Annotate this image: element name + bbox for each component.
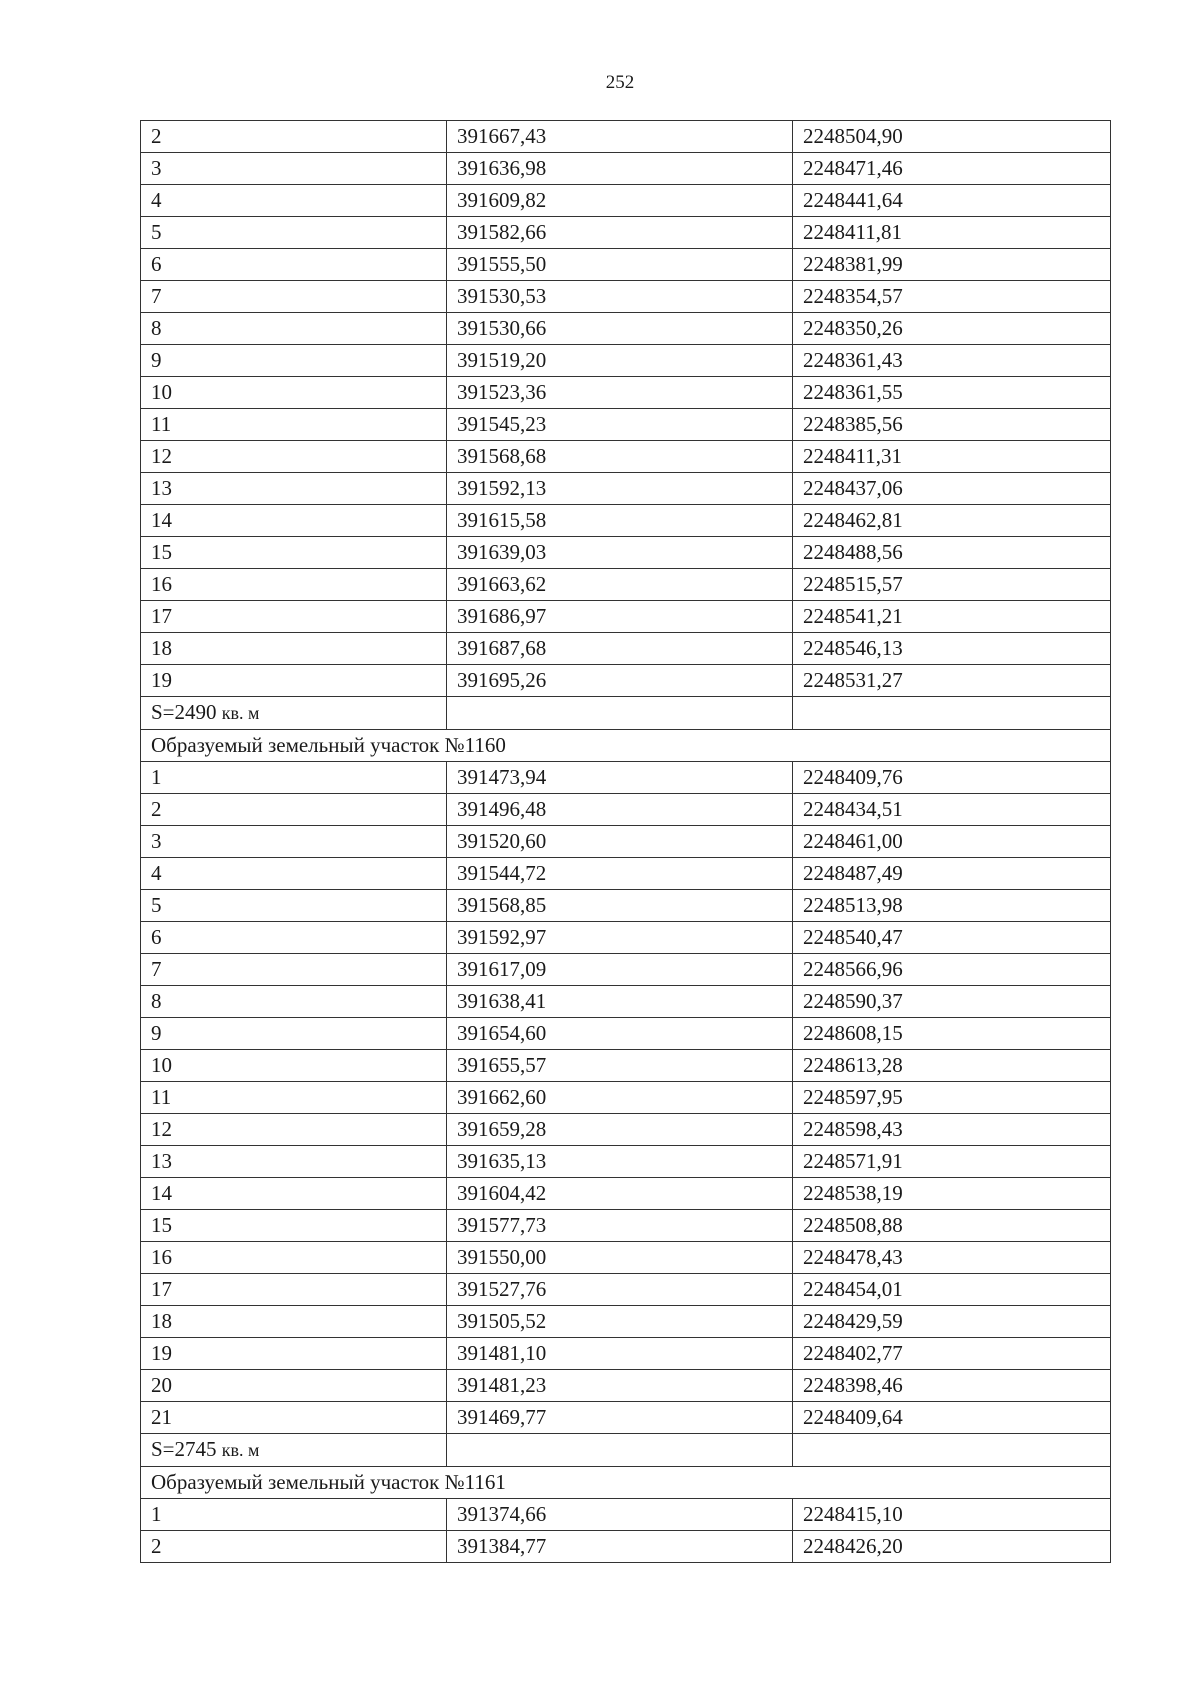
x-coordinate-cell: 391374,66 [447, 1499, 793, 1531]
point-number-cell: 1 [141, 762, 447, 794]
table-row [141, 345, 1111, 377]
table-row [141, 826, 1111, 858]
y-coordinate-cell: 2248361,55 [793, 377, 1111, 409]
table-row [141, 1499, 1111, 1531]
point-number-cell: 2 [141, 1531, 447, 1563]
x-coordinate-cell: 391604,42 [447, 1178, 793, 1210]
point-number-cell: 5 [141, 890, 447, 922]
x-coordinate-cell: 391662,60 [447, 1082, 793, 1114]
x-coordinate-cell: 391568,68 [447, 441, 793, 473]
x-coordinate-cell: 391545,23 [447, 409, 793, 441]
x-coordinate-cell: 391695,26 [447, 665, 793, 697]
x-coordinate-cell: 391617,09 [447, 954, 793, 986]
x-coordinate-cell: 391550,00 [447, 1242, 793, 1274]
y-coordinate-cell: 2248504,90 [793, 121, 1111, 153]
point-number-cell: 13 [141, 473, 447, 505]
x-coordinate-cell: 391639,03 [447, 537, 793, 569]
point-number-cell: 16 [141, 569, 447, 601]
y-coordinate-cell: 2248426,20 [793, 1531, 1111, 1563]
point-number-cell: 11 [141, 409, 447, 441]
table-row [141, 281, 1111, 313]
table-row [141, 153, 1111, 185]
x-coordinate-cell: 391555,50 [447, 249, 793, 281]
point-number-cell: 6 [141, 249, 447, 281]
y-coordinate-cell: 2248461,00 [793, 826, 1111, 858]
table-row [141, 1370, 1111, 1402]
table-row [141, 409, 1111, 441]
y-coordinate-cell: 2248462,81 [793, 505, 1111, 537]
x-coordinate-cell: 391638,41 [447, 986, 793, 1018]
point-number-cell: 8 [141, 986, 447, 1018]
page-number: 252 [605, 72, 635, 93]
x-coordinate-cell: 391686,97 [447, 601, 793, 633]
point-number-cell: 5 [141, 217, 447, 249]
table-row [141, 313, 1111, 345]
y-coordinate-cell: 2248546,13 [793, 633, 1111, 665]
table-row [141, 954, 1111, 986]
y-coordinate-cell: 2248402,77 [793, 1338, 1111, 1370]
area-row [141, 1434, 1111, 1467]
y-coordinate-cell: 2248538,19 [793, 1178, 1111, 1210]
point-number-cell: 11 [141, 1082, 447, 1114]
empty-cell [447, 697, 793, 730]
y-coordinate-cell: 2248488,56 [793, 537, 1111, 569]
table-row [141, 1050, 1111, 1082]
point-number-cell: 7 [141, 954, 447, 986]
section-header-row [141, 730, 1111, 762]
y-coordinate-cell: 2248531,27 [793, 665, 1111, 697]
table-row [141, 1178, 1111, 1210]
x-coordinate-cell: 391659,28 [447, 1114, 793, 1146]
point-number-cell: 9 [141, 1018, 447, 1050]
point-number-cell: 8 [141, 313, 447, 345]
x-coordinate-cell: 391655,57 [447, 1050, 793, 1082]
y-coordinate-cell: 2248608,15 [793, 1018, 1111, 1050]
y-coordinate-cell: 2248411,31 [793, 441, 1111, 473]
x-coordinate-cell: 391523,36 [447, 377, 793, 409]
table-row [141, 473, 1111, 505]
area-unit: кв. м [221, 703, 260, 723]
coordinates-table [140, 120, 1111, 1563]
table-row [141, 762, 1111, 794]
y-coordinate-cell: 2248409,76 [793, 762, 1111, 794]
y-coordinate-cell: 2248454,01 [793, 1274, 1111, 1306]
y-coordinate-cell: 2248441,64 [793, 185, 1111, 217]
x-coordinate-cell: 391615,58 [447, 505, 793, 537]
table-row [141, 505, 1111, 537]
x-coordinate-cell: 391505,52 [447, 1306, 793, 1338]
point-number-cell: 9 [141, 345, 447, 377]
table-row [141, 1306, 1111, 1338]
section-header-row [141, 1467, 1111, 1499]
area-row [141, 697, 1111, 730]
point-number-cell: 14 [141, 1178, 447, 1210]
x-coordinate-cell: 391687,68 [447, 633, 793, 665]
y-coordinate-cell: 2248566,96 [793, 954, 1111, 986]
table-row [141, 633, 1111, 665]
point-number-cell: 3 [141, 153, 447, 185]
area-value: S=2490 [151, 700, 217, 724]
y-coordinate-cell: 2248415,10 [793, 1499, 1111, 1531]
y-coordinate-cell: 2248508,88 [793, 1210, 1111, 1242]
point-number-cell: 10 [141, 377, 447, 409]
point-number-cell: 18 [141, 1306, 447, 1338]
y-coordinate-cell: 2248598,43 [793, 1114, 1111, 1146]
section-title: Образуемый земельный участок №1160 [141, 730, 1111, 762]
x-coordinate-cell: 391530,66 [447, 313, 793, 345]
y-coordinate-cell: 2248541,21 [793, 601, 1111, 633]
table-row [141, 986, 1111, 1018]
table-row [141, 601, 1111, 633]
empty-cell [447, 1434, 793, 1467]
x-coordinate-cell: 391519,20 [447, 345, 793, 377]
table-row [141, 441, 1111, 473]
y-coordinate-cell: 2248381,99 [793, 249, 1111, 281]
table-row [141, 569, 1111, 601]
x-coordinate-cell: 391667,43 [447, 121, 793, 153]
y-coordinate-cell: 2248515,57 [793, 569, 1111, 601]
x-coordinate-cell: 391481,23 [447, 1370, 793, 1402]
y-coordinate-cell: 2248590,37 [793, 986, 1111, 1018]
point-number-cell: 6 [141, 922, 447, 954]
x-coordinate-cell: 391469,77 [447, 1402, 793, 1434]
y-coordinate-cell: 2248398,46 [793, 1370, 1111, 1402]
x-coordinate-cell: 391473,94 [447, 762, 793, 794]
table-row [141, 1146, 1111, 1178]
y-coordinate-cell: 2248434,51 [793, 794, 1111, 826]
x-coordinate-cell: 391520,60 [447, 826, 793, 858]
table-row [141, 1531, 1111, 1563]
table-row [141, 377, 1111, 409]
table-row [141, 794, 1111, 826]
point-number-cell: 21 [141, 1402, 447, 1434]
y-coordinate-cell: 2248411,81 [793, 217, 1111, 249]
y-coordinate-cell: 2248540,47 [793, 922, 1111, 954]
x-coordinate-cell: 391496,48 [447, 794, 793, 826]
point-number-cell: 4 [141, 185, 447, 217]
y-coordinate-cell: 2248471,46 [793, 153, 1111, 185]
point-number-cell: 2 [141, 794, 447, 826]
y-coordinate-cell: 2248597,95 [793, 1082, 1111, 1114]
table-row [141, 1114, 1111, 1146]
x-coordinate-cell: 391635,13 [447, 1146, 793, 1178]
point-number-cell: 14 [141, 505, 447, 537]
table-row [141, 537, 1111, 569]
table-row [141, 249, 1111, 281]
table-row [141, 217, 1111, 249]
table-row [141, 1018, 1111, 1050]
table-row [141, 1338, 1111, 1370]
x-coordinate-cell: 391568,85 [447, 890, 793, 922]
x-coordinate-cell: 391663,62 [447, 569, 793, 601]
y-coordinate-cell: 2248487,49 [793, 858, 1111, 890]
point-number-cell: 17 [141, 1274, 447, 1306]
area-cell [141, 697, 447, 730]
y-coordinate-cell: 2248361,43 [793, 345, 1111, 377]
point-number-cell: 1 [141, 1499, 447, 1531]
point-number-cell: 18 [141, 633, 447, 665]
table-row [141, 922, 1111, 954]
y-coordinate-cell: 2248571,91 [793, 1146, 1111, 1178]
point-number-cell: 10 [141, 1050, 447, 1082]
point-number-cell: 19 [141, 665, 447, 697]
table-row [141, 1274, 1111, 1306]
table-row [141, 665, 1111, 697]
y-coordinate-cell: 2248429,59 [793, 1306, 1111, 1338]
table-row [141, 1242, 1111, 1274]
y-coordinate-cell: 2248385,56 [793, 409, 1111, 441]
point-number-cell: 3 [141, 826, 447, 858]
point-number-cell: 16 [141, 1242, 447, 1274]
table-row [141, 890, 1111, 922]
x-coordinate-cell: 391592,13 [447, 473, 793, 505]
area-cell [141, 1434, 447, 1467]
x-coordinate-cell: 391636,98 [447, 153, 793, 185]
point-number-cell: 4 [141, 858, 447, 890]
area-unit: кв. м [221, 1440, 260, 1460]
point-number-cell: 12 [141, 1114, 447, 1146]
x-coordinate-cell: 391530,53 [447, 281, 793, 313]
point-number-cell: 2 [141, 121, 447, 153]
y-coordinate-cell: 2248513,98 [793, 890, 1111, 922]
x-coordinate-cell: 391609,82 [447, 185, 793, 217]
x-coordinate-cell: 391544,72 [447, 858, 793, 890]
section-title: Образуемый земельный участок №1161 [141, 1467, 1111, 1499]
x-coordinate-cell: 391384,77 [447, 1531, 793, 1563]
table-row [141, 1210, 1111, 1242]
table-row [141, 121, 1111, 153]
x-coordinate-cell: 391577,73 [447, 1210, 793, 1242]
table-row [141, 858, 1111, 890]
x-coordinate-cell: 391527,76 [447, 1274, 793, 1306]
x-coordinate-cell: 391582,66 [447, 217, 793, 249]
point-number-cell: 20 [141, 1370, 447, 1402]
y-coordinate-cell: 2248437,06 [793, 473, 1111, 505]
point-number-cell: 13 [141, 1146, 447, 1178]
coordinates-table-body [141, 121, 1111, 1563]
point-number-cell: 17 [141, 601, 447, 633]
point-number-cell: 15 [141, 537, 447, 569]
empty-cell [793, 1434, 1111, 1467]
table-row [141, 185, 1111, 217]
x-coordinate-cell: 391654,60 [447, 1018, 793, 1050]
empty-cell [793, 697, 1111, 730]
point-number-cell: 7 [141, 281, 447, 313]
y-coordinate-cell: 2248350,26 [793, 313, 1111, 345]
y-coordinate-cell: 2248613,28 [793, 1050, 1111, 1082]
table-row [141, 1402, 1111, 1434]
x-coordinate-cell: 391481,10 [447, 1338, 793, 1370]
table-row [141, 1082, 1111, 1114]
y-coordinate-cell: 2248409,64 [793, 1402, 1111, 1434]
y-coordinate-cell: 2248354,57 [793, 281, 1111, 313]
x-coordinate-cell: 391592,97 [447, 922, 793, 954]
area-value: S=2745 [151, 1437, 217, 1461]
point-number-cell: 19 [141, 1338, 447, 1370]
y-coordinate-cell: 2248478,43 [793, 1242, 1111, 1274]
point-number-cell: 15 [141, 1210, 447, 1242]
point-number-cell: 12 [141, 441, 447, 473]
